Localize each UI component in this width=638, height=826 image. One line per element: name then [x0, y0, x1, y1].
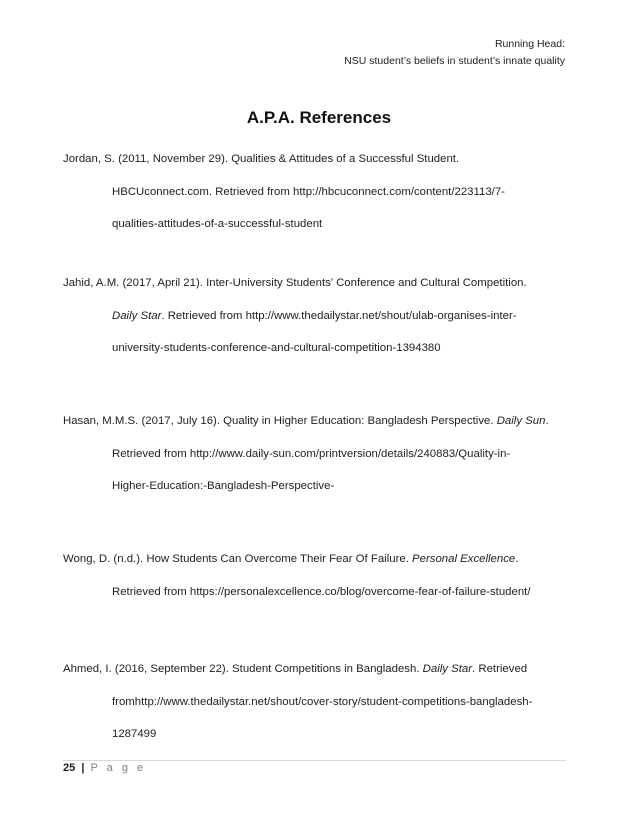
reference-entry-ahmed: [63, 653, 573, 751]
running-head-label: Running Head:: [494, 38, 565, 50]
reference-entry-wong: [63, 543, 573, 608]
reference-entry-jordan: [63, 143, 573, 241]
source-title: Daily Star: [112, 309, 162, 322]
reference-text: . Retrieved from http://www.thedailystar.net/shout/ulab-organises-inter-: [161, 309, 517, 322]
source-title: Daily Star: [422, 663, 473, 675]
reference-text: .: [515, 553, 519, 565]
reference-line: university-students-conference-and-cultural-competition-1394380: [112, 342, 441, 354]
reference-line: [63, 405, 573, 438]
reference-text: Ahmed, I. (2016, September 22). Student Competitions in Bangladesh.: [63, 663, 423, 675]
reference-line: Retrieved from https://personalexcellence.co/blog/overcome-fear-of-failure-student/: [112, 585, 531, 598]
reference-entry-hasan: [63, 405, 573, 503]
page-title: A.P.A. References: [246, 108, 392, 127]
reference-line: Higher-Education:-Bangladesh-Perspective-: [112, 480, 335, 492]
footer-separator: |: [81, 762, 85, 774]
reference-line: fromhttp://www.thedailystar.net/shout/cover-story/student-competitions-bangladesh-: [112, 695, 533, 708]
running-head-title: NSU student’s beliefs in student’s innate quality: [344, 55, 565, 67]
reference-entry-jahid: [63, 267, 573, 365]
footer-divider: [63, 760, 566, 761]
running-head: [344, 36, 565, 70]
reference-text: . Retrieved: [472, 663, 528, 675]
reference-line: [63, 543, 573, 576]
reference-line: [63, 653, 573, 686]
reference-line: [63, 300, 573, 333]
source-title: Daily Sun: [496, 415, 546, 427]
reference-line: Retrieved from http://www.daily-sun.com/printversion/details/240883/Quality-in-: [112, 447, 511, 460]
reference-line: qualities-attitudes-of-a-successful-student: [112, 218, 323, 230]
reference-text: Wong, D. (n.d.). How Students Can Overcome Their Fear Of Failure.: [63, 553, 413, 565]
reference-text: .: [545, 415, 549, 427]
reference-text: Hasan, M.M.S. (2017, July 16). Quality in Higher Education: Bangladesh Perspective.: [63, 415, 497, 427]
reference-line: HBCUconnect.com. Retrieved from http://hbcuconnect.com/content/223113/7-: [112, 185, 505, 198]
page-number: 25: [63, 762, 76, 774]
page-footer: [63, 762, 146, 774]
page-label: P a g e: [90, 762, 147, 774]
reference-line: Jordan, S. (2011, November 29). Qualities & Attitudes of a Successful Student.: [63, 153, 460, 165]
reference-line: 1287499: [112, 728, 157, 740]
source-title: Personal Excellence: [412, 553, 516, 565]
reference-line: Jahid, A.M. (2017, April 21). Inter-University Students’ Conference and Cultural Competition.: [63, 277, 527, 289]
